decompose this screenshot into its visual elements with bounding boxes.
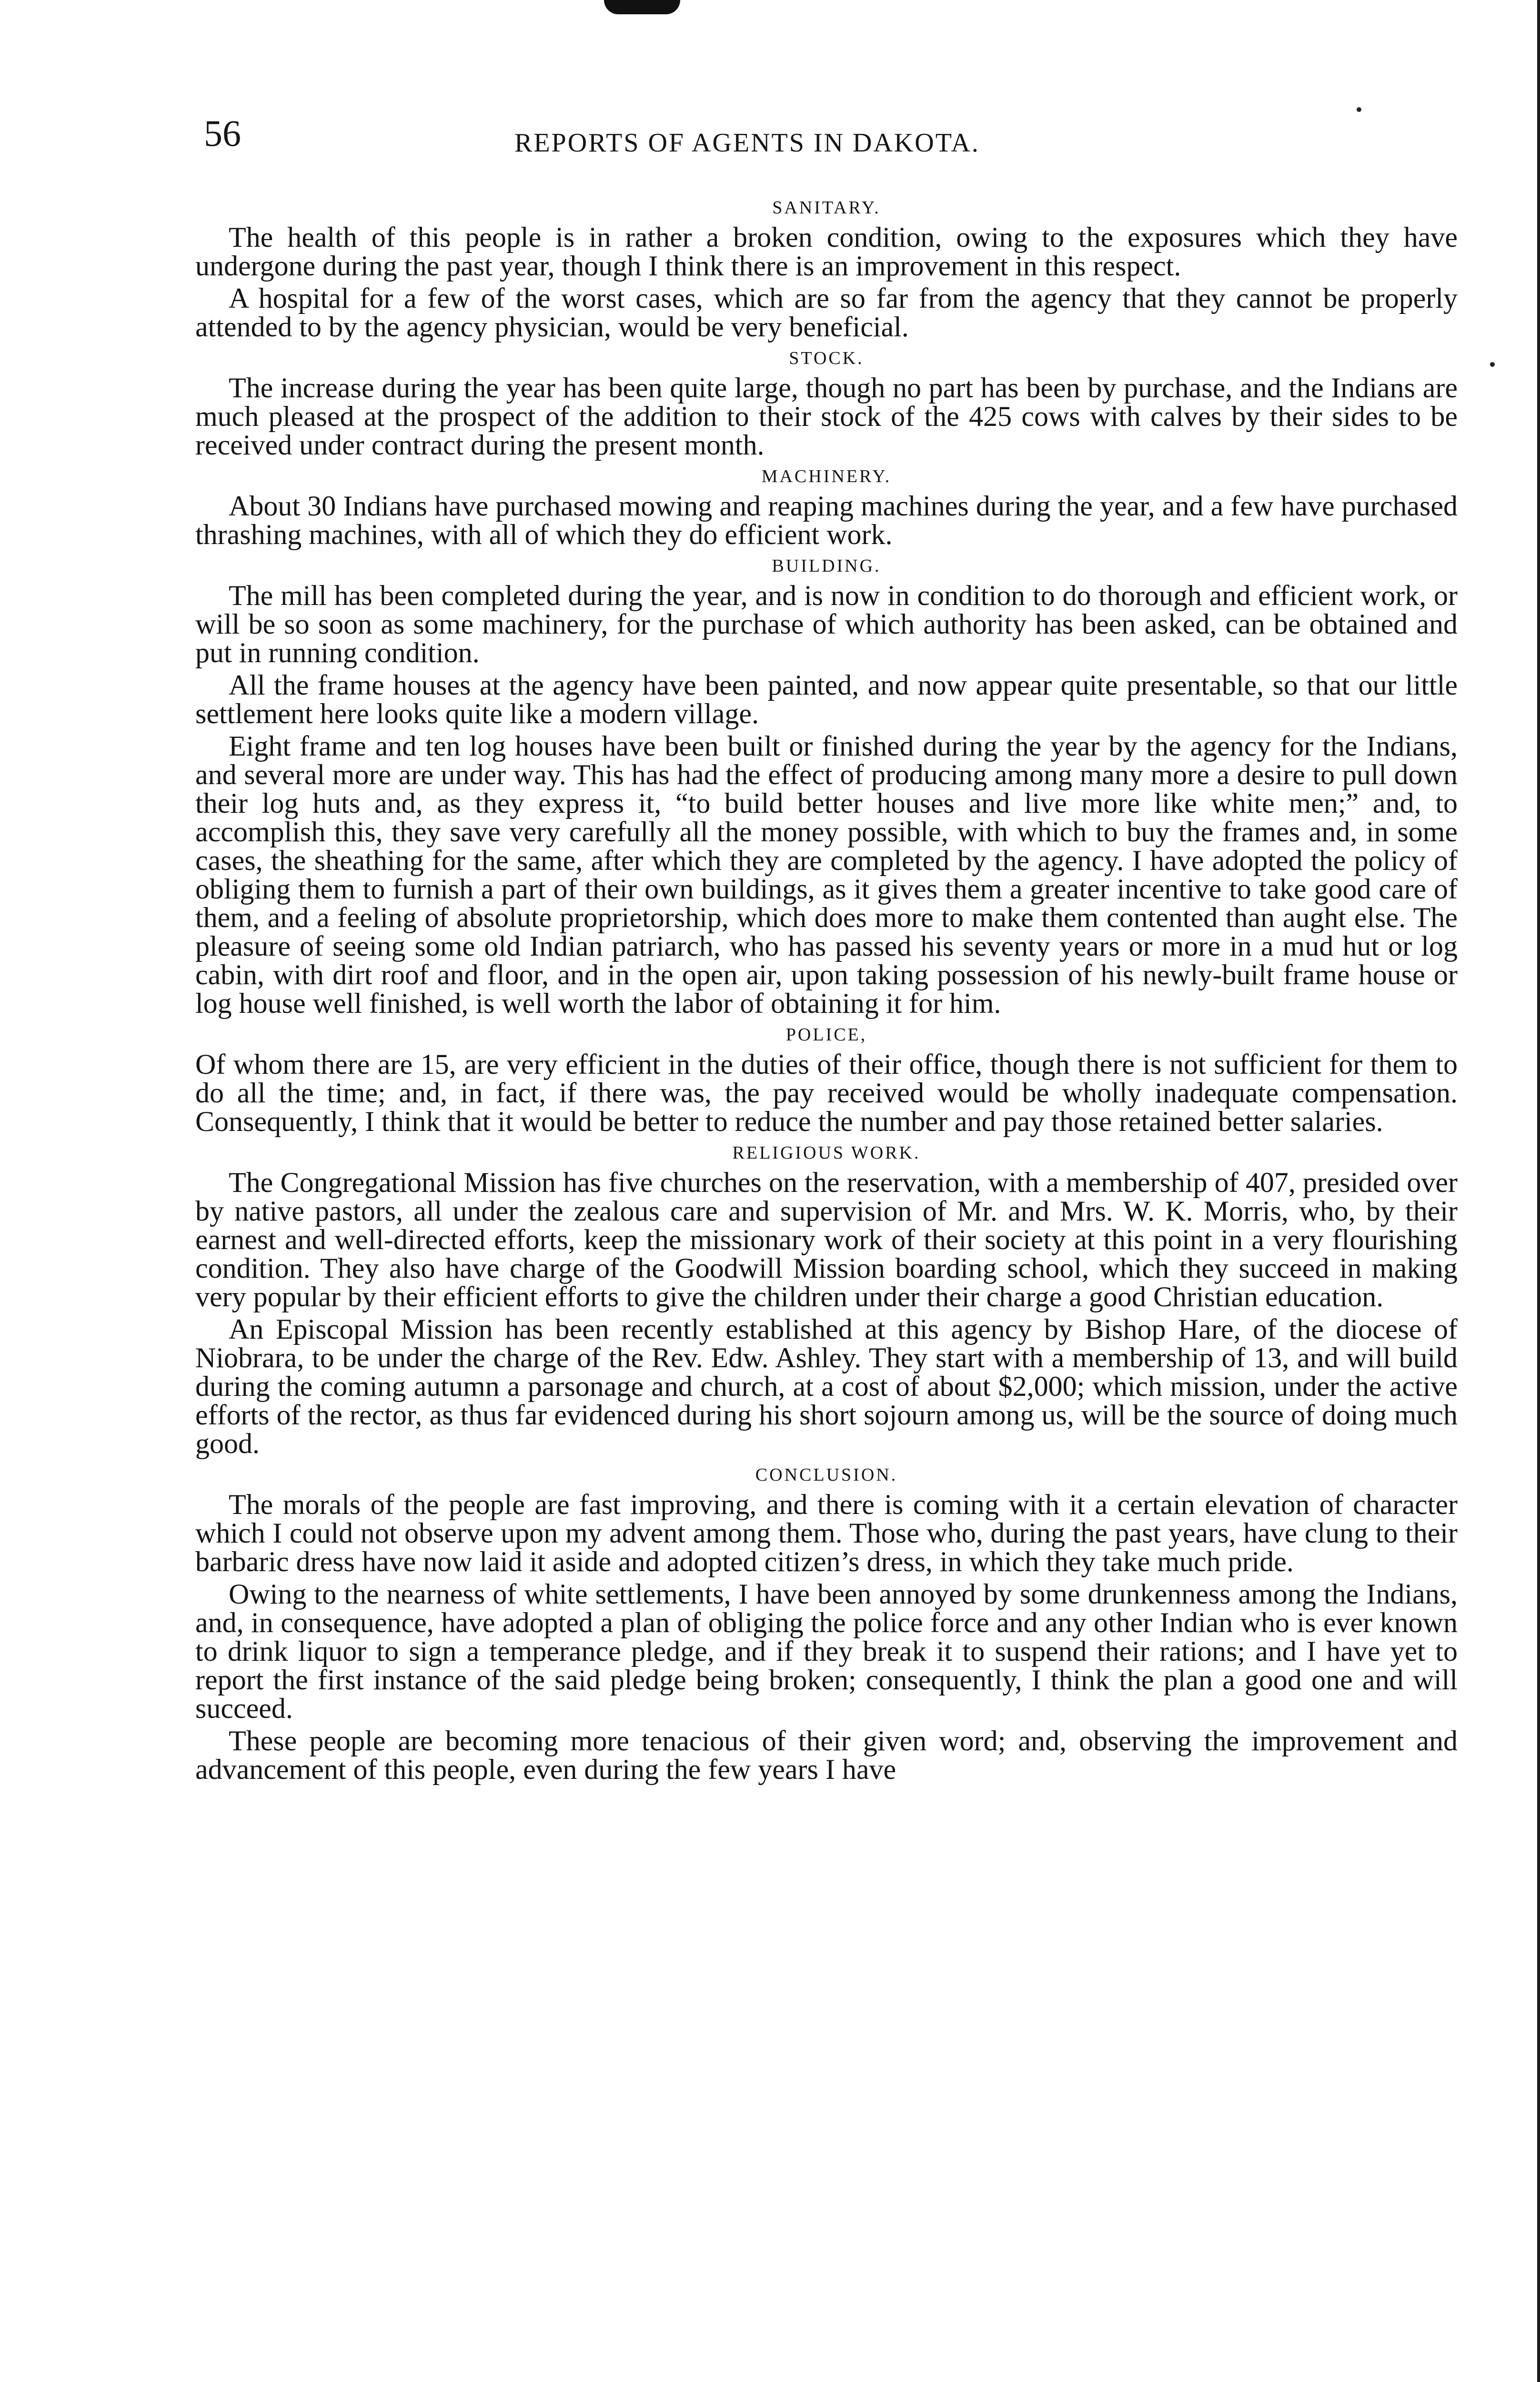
speck-mark: [1490, 362, 1495, 367]
section-heading-police: POLICE,: [785, 1025, 867, 1045]
paragraph: The morals of the people are fast improving, and there is coming with it a certain elevation of character which I could not observe upon my advent among them. Those who, during the past years, have clung to their barbaric dress have now laid it aside and adopted citizen’s dress, in which they take much pride.: [195, 1489, 1458, 1577]
section-heading-sanitary: SANITARY.: [772, 198, 881, 218]
paragraph: Eight frame and ten log houses have been built or finished during the year by the agency for the Indians, and several more are under way. This has had the effect of producing among many more a desire to pull down their log huts and, as they express it, “to build better houses and live more like white men;” and, to accomplish this, they save very carefully all the money possible, with which to buy the frames and, in some cases, the sheathing for the same, after which they are completed by the agency. I have adopted the policy of obliging them to furnish a part of their own buildings, as it gives them a greater incentive to take good care of them, and a feeling of absolute proprietorship, which does more to make them contented than aught else. The pleasure of seeing some old Indian patriarch, who has passed his seventy years or more in a mud hut or log cabin, with dirt roof and floor, and in the open air, upon taking possession of his newly-built frame house or log house well finished, is well worth the labor of obtaining it for him.: [195, 730, 1458, 1019]
ink-blot-decoration: [604, 0, 680, 14]
page-body: [195, 191, 1458, 1787]
speck-mark: [1357, 107, 1361, 112]
paragraph: The mill has been completed during the year, and is now in condition to do thorough and efficient work, or will be so soon as some machinery, for the purchase of which authority has been asked, can be obtained and put in running condition.: [195, 580, 1458, 668]
paragraph: These people are becoming more tenacious of their given word; and, observing the improvement and advancement of this people, even during the few years I have: [195, 1725, 1458, 1785]
paragraph: The health of this people is in rather a broken condition, owing to the exposures which they have undergone during the past year, though I think there is an improvement in this respect.: [195, 222, 1458, 282]
section-heading-conclusion: CONCLUSION.: [755, 1465, 898, 1485]
paragraph: An Episcopal Mission has been recently established at this agency by Bishop Hare, of the diocese of Niobrara, to be under the charge of the Rev. Edw. Ashley. They start with a membership of 13, and will build during the coming autumn a parsonage and church, at a cost of about $2,000; which mission, under the active efforts of the rector, as thus far evidenced during his short sojourn among us, will be the source of doing much good.: [195, 1313, 1458, 1459]
section-heading-stock: STOCK.: [789, 348, 864, 368]
paragraph: The increase during the year has been quite large, though no part has been by purchase, and the Indians are much pleased at the prospect of the addition to their stock of the 425 cows with calves by their sides to be received under contract during the present month.: [195, 372, 1458, 461]
running-head: REPORTS OF AGENTS IN DAKOTA.: [514, 128, 980, 158]
page-edge-shadow: [1537, 0, 1540, 2382]
paragraph: Owing to the nearness of white settlements, I have been annoyed by some drunkenness among the Indians, and, in consequence, have adopted a plan of obliging the police force and any other Indian who is ever known to drink liquor to sign a temperance pledge, and if they break it to suspend their rations; and I have yet to report the first instance of the said pledge being broken; consequently, I think the plan a good one and will succeed.: [195, 1578, 1458, 1724]
paragraph: Of whom there are 15, are very efficient in the duties of their office, though there is not sufficient for them to do all the time; and, in fact, if there was, the pay received would be wholly inadequate compensation. Consequently, I think that it would be better to reduce the number and pay those retained better salaries.: [195, 1049, 1458, 1137]
paragraph: All the frame houses at the agency have been painted, and now appear quite presentable, so that our little settlement here looks quite like a modern village.: [195, 669, 1458, 729]
section-heading-building: BUILDING.: [772, 556, 881, 576]
section-heading-machinery: MACHINERY.: [761, 466, 892, 486]
paragraph: About 30 Indians have purchased mowing and reaping machines during the year, and a few have purchased thrashing machines, with all of which they do efficient work.: [195, 490, 1458, 550]
paragraph: A hospital for a few of the worst cases, which are so far from the agency that they cannot be properly attended to by the agency physician, would be very beneficial.: [195, 283, 1458, 343]
section-heading-religious-work: RELIGIOUS WORK.: [732, 1143, 921, 1163]
page-number: 56: [204, 112, 241, 154]
paragraph: The Congregational Mission has five churches on the reservation, with a membership of 407, presided over by native pastors, all under the zealous care and supervision of Mr. and Mrs. W. K. Morris, who, by their earnest and well-directed efforts, keep the missionary work of their society at this point in a very flourishing condition. They also have charge of the Goodwill Mission boarding school, which they succeed in making very popular by their efficient efforts to give the children under their charge a good Christian education.: [195, 1167, 1458, 1312]
